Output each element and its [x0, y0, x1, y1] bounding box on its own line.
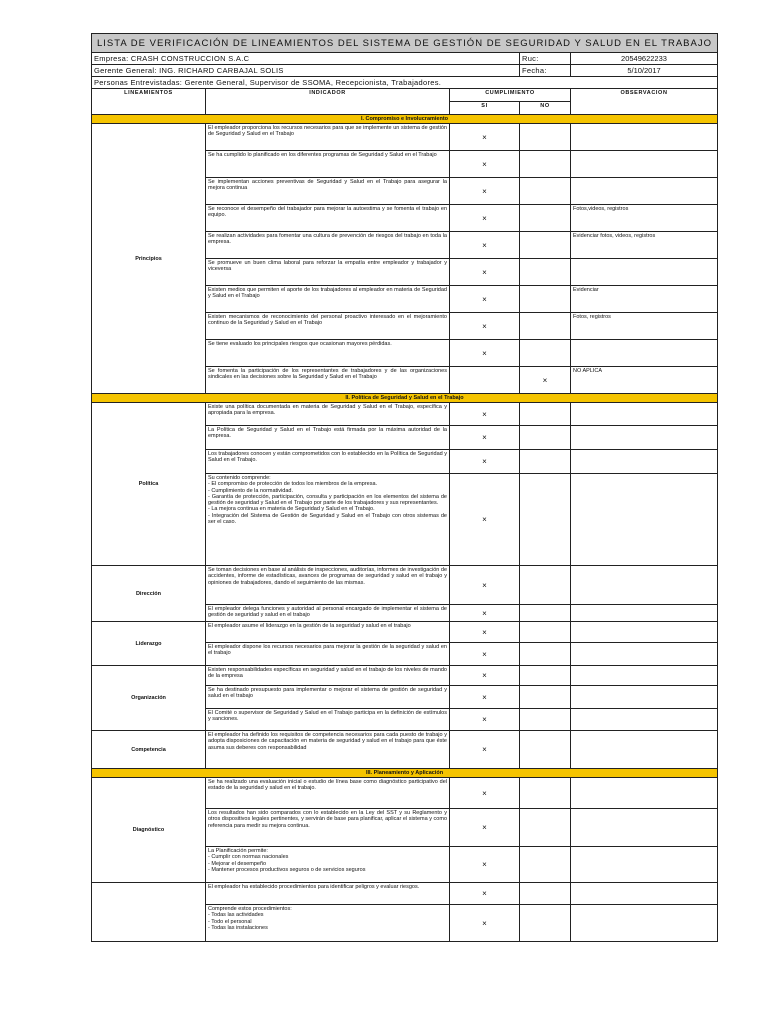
col-header-observacion: OBSERVACION [571, 89, 718, 115]
cumplimiento-si-cell[interactable] [450, 403, 520, 426]
cumplimiento-no-cell[interactable] [520, 905, 571, 942]
cumplimiento-si-cell[interactable] [450, 905, 520, 942]
lineamiento-cell: Política [92, 403, 206, 566]
lineamiento-cell: Liderazgo [92, 622, 206, 666]
lineamiento-cell: Organización [92, 666, 206, 731]
cumplimiento-no-cell[interactable] [520, 778, 571, 809]
fecha-value: 5/10/2017 [571, 65, 718, 77]
col-header-si: SI [450, 102, 520, 115]
checklist-row [92, 566, 718, 605]
col-header-lineamientos: LINEAMIENTOS [92, 89, 206, 115]
cumplimiento-si-cell[interactable] [450, 259, 520, 286]
check-mark-icon: × [482, 132, 487, 142]
col-header-indicador: INDICADOR [206, 89, 450, 115]
cumplimiento-no-cell[interactable] [520, 367, 571, 394]
check-mark-icon: × [482, 715, 487, 724]
ruc-label: Ruc: [520, 53, 571, 65]
cumplimiento-si-cell[interactable] [450, 666, 520, 686]
indicador-cell: Se promueve un buen clima laboral para reforzar la empatía entre empleador y trabajador y viceversa [206, 259, 450, 286]
observacion-cell[interactable] [571, 259, 718, 286]
cumplimiento-si-cell[interactable] [450, 232, 520, 259]
check-mark-icon: × [482, 409, 487, 419]
personas-entrevistadas: Personas Entrevistadas: Gerente General, Supervisor de SSOMA, Recepcionista, Trabajadores. [92, 77, 718, 89]
cumplimiento-no-cell[interactable] [520, 731, 571, 769]
indicador-cell: El Comité o supervisor de Seguridad y Salud en el Trabajo participa en la definición de estímulos y sanciones. [206, 709, 450, 731]
observacion-cell[interactable] [571, 666, 718, 686]
cumplimiento-si-cell[interactable] [450, 847, 520, 883]
check-mark-icon: × [482, 649, 487, 659]
col-header-no: NO [520, 102, 571, 115]
indicador-cell: Los resultados han sido comparados con lo establecido en la Ley del SST y su Reglamento y otros dispositivos legales pertinentes, y servirán de base para planificar, aplicar el sistema y como referencia para medir su mejora continua. [206, 809, 450, 847]
cumplimiento-si-cell[interactable] [450, 313, 520, 340]
lineamiento-cell: Diagnóstico [92, 778, 206, 883]
observacion-cell[interactable] [571, 709, 718, 731]
cumplimiento-no-cell[interactable] [520, 259, 571, 286]
cumplimiento-no-cell[interactable] [520, 340, 571, 367]
observacion-cell[interactable] [571, 686, 718, 709]
check-mark-icon: × [482, 788, 487, 798]
check-mark-icon: × [482, 608, 487, 618]
observacion-cell[interactable]: Evidenciar [571, 286, 718, 313]
observacion-cell[interactable] [571, 340, 718, 367]
cumplimiento-no-cell[interactable] [520, 622, 571, 643]
check-mark-icon: × [482, 240, 487, 250]
observacion-cell[interactable] [571, 778, 718, 809]
gerente-field: Gerente General: ING. RICHARD CARBAJAL SOLIS [92, 65, 520, 77]
cumplimiento-si-cell[interactable] [450, 340, 520, 367]
check-mark-icon: × [482, 889, 487, 898]
check-mark-icon: × [482, 159, 487, 169]
lineamiento-cell: Dirección [92, 566, 206, 622]
check-mark-icon: × [482, 321, 487, 331]
indicador-cell: El empleador ha establecido procedimientos para identificar peligros y evaluar riesgos. [206, 883, 450, 905]
check-mark-icon: × [482, 627, 487, 637]
section-header: III. Planeamiento y Aplicación [92, 769, 718, 778]
observacion-cell[interactable] [571, 809, 718, 847]
lineamiento-cell: Principios [92, 124, 206, 394]
checklist-sheet [91, 33, 717, 942]
fecha-label: Fecha: [520, 65, 571, 77]
cumplimiento-no-cell[interactable] [520, 232, 571, 259]
col-header-cumplimiento: CUMPLIMIENTO [450, 89, 571, 102]
cumplimiento-si-cell[interactable] [450, 566, 520, 605]
cumplimiento-si-cell[interactable] [450, 474, 520, 566]
ruc-value: 20549622233 [571, 53, 718, 65]
indicador-cell: Su contenido comprende: - El compromiso de protección de todos los miembros de la empresa. - Cumplimiento de la normatividad. - Garantía de protección, participación, consulta y participación en los elementos del sistema de gestión de seguridad y Salud en el Trabajo por parte de los trabajadores y sus representantes. - La mejora continua en materia de Seguridad y Salud en el Trabajo. - Integración del Sistema de Gestión de Seguridad y Salud en el Trabajo con otros sistemas de ser el caso. [206, 474, 450, 566]
cumplimiento-no-cell[interactable] [520, 666, 571, 686]
observacion-cell[interactable] [571, 450, 718, 474]
cumplimiento-no-cell[interactable] [520, 809, 571, 847]
document-title: LISTA DE VERIFICACIÓN DE LINEAMIENTOS DEL SISTEMA DE GESTIÓN DE SEGURIDAD Y SALUD EN EL TRABAJO [92, 34, 718, 53]
checklist-row [92, 731, 718, 769]
check-mark-icon: × [482, 213, 487, 223]
indicador-cell: El empleador proporciona los recursos necesarios para que se implemente un sistema de gestión de Seguridad y Salud en el Trabajo [206, 124, 450, 151]
indicador-cell: Se reconoce el desempeño del trabajador para mejorar la autoestima y se fomenta el trabajo en equipo. [206, 205, 450, 232]
check-mark-icon: × [482, 671, 487, 680]
indicador-cell: El empleador asume el liderazgo en la gestión de la seguridad y salud en el trabajo [206, 622, 450, 643]
check-mark-icon: × [482, 745, 487, 754]
observacion-cell[interactable] [571, 124, 718, 151]
cumplimiento-si-cell[interactable] [450, 178, 520, 205]
cumplimiento-no-cell[interactable] [520, 474, 571, 566]
check-mark-icon: × [482, 860, 487, 869]
indicador-cell: Comprende estos procedimientos: - Todas las actividades - Todo el personal - Todas las instalaciones [206, 905, 450, 942]
indicador-cell: Se toman decisiones en base al análisis de inspecciones, auditorías, informes de investigación de accidentes, informe de estadísticas, avances de programas de seguridad y salud en el trabajo y opiniones de trabajadores, dando el seguimiento de las mismas. [206, 566, 450, 605]
indicador-cell: Existen responsabilidades específicas en seguridad y salud en el trabajo de los niveles de mando de la empresa [206, 666, 450, 686]
cumplimiento-no-cell[interactable] [520, 605, 571, 622]
indicador-cell: Se ha realizado una evaluación inicial o estudio de línea base como diagnóstico participativo del estado de la seguridad y salud en el trabajo. [206, 778, 450, 809]
indicador-cell: Los trabajadores conocen y están comprometidos con lo establecido en la Política de Seguridad y Salud en el Trabajo. [206, 450, 450, 474]
check-mark-icon: × [482, 433, 487, 442]
cumplimiento-no-cell[interactable] [520, 151, 571, 178]
check-mark-icon: × [482, 823, 487, 832]
check-mark-icon: × [482, 692, 487, 702]
empresa-field: Empresa: CRASH CONSTRUCCION S.A.C [92, 53, 520, 65]
observacion-cell[interactable] [571, 847, 718, 883]
lineamiento-cell [92, 883, 206, 942]
indicador-cell: Se ha cumplido lo planificado en los diferentes programas de Seguridad y Salud en el Trabajo [206, 151, 450, 178]
cumplimiento-si-cell[interactable] [450, 643, 520, 666]
check-mark-icon: × [482, 580, 487, 590]
cumplimiento-si-cell[interactable] [450, 205, 520, 232]
observacion-cell[interactable] [571, 403, 718, 426]
indicador-cell: Se fomenta la participación de los representantes de trabajadores y de las organizaciones sindicales en las decisiones sobre la Seguridad y Salud en el Trabajo [206, 367, 450, 394]
check-mark-icon: × [482, 267, 487, 277]
observacion-cell[interactable] [571, 883, 718, 905]
observacion-cell[interactable]: Fotos, registros [571, 313, 718, 340]
cumplimiento-si-cell[interactable] [450, 778, 520, 809]
checklist-row [92, 403, 718, 426]
indicador-cell: Se ha destinado presupuesto para implementar o mejorar el sistema de gestión de seguridad y salud en el trabajo [206, 686, 450, 709]
cumplimiento-si-cell[interactable] [450, 151, 520, 178]
check-mark-icon: × [482, 294, 487, 304]
checklist-table [91, 33, 718, 942]
cumplimiento-no-cell[interactable] [520, 847, 571, 883]
check-mark-icon: × [542, 375, 548, 385]
observacion-cell[interactable]: NO APLICA [571, 367, 718, 394]
cumplimiento-no-cell[interactable] [520, 686, 571, 709]
cumplimiento-si-cell[interactable] [450, 450, 520, 474]
check-mark-icon: × [482, 918, 487, 928]
observacion-cell[interactable]: Evidenciar fotos, videos, registros [571, 232, 718, 259]
indicador-cell: El empleador delega funciones y autoridad al personal encargado de implementar el sistema de gestión de seguridad y salud en el trabajo [206, 605, 450, 622]
cumplimiento-no-cell[interactable] [520, 124, 571, 151]
observacion-cell[interactable] [571, 426, 718, 450]
indicador-cell: Existen medios que permiten el aporte de los trabajadores al empleador en materia de Seguridad y Salud en el Trabajo [206, 286, 450, 313]
observacion-cell[interactable] [571, 643, 718, 666]
cumplimiento-no-cell[interactable] [520, 403, 571, 426]
observacion-cell[interactable]: Fotos,videos, registros [571, 205, 718, 232]
observacion-cell[interactable] [571, 178, 718, 205]
cumplimiento-no-cell[interactable] [520, 709, 571, 731]
cumplimiento-si-cell[interactable] [450, 622, 520, 643]
indicador-cell: La Política de Seguridad y Salud en el Trabajo está firmada por la máxima autoridad de la empresa. [206, 426, 450, 450]
cumplimiento-no-cell[interactable] [520, 883, 571, 905]
checklist-row [92, 666, 718, 686]
cumplimiento-no-cell[interactable] [520, 313, 571, 340]
cumplimiento-si-cell[interactable] [450, 367, 520, 394]
checklist-row [92, 883, 718, 905]
observacion-cell[interactable] [571, 731, 718, 769]
observacion-cell[interactable] [571, 151, 718, 178]
cumplimiento-si-cell[interactable] [450, 709, 520, 731]
cumplimiento-no-cell[interactable] [520, 450, 571, 474]
cumplimiento-no-cell[interactable] [520, 178, 571, 205]
cumplimiento-no-cell[interactable] [520, 205, 571, 232]
cumplimiento-si-cell[interactable] [450, 605, 520, 622]
cumplimiento-no-cell[interactable] [520, 426, 571, 450]
cumplimiento-no-cell[interactable] [520, 286, 571, 313]
cumplimiento-si-cell[interactable] [450, 883, 520, 905]
indicador-cell: Se tiene evaluado los principales riesgos que ocasionan mayores pérdidas. [206, 340, 450, 367]
observacion-cell[interactable] [571, 474, 718, 566]
cumplimiento-si-cell[interactable] [450, 809, 520, 847]
observacion-cell[interactable] [571, 905, 718, 942]
checklist-row [92, 622, 718, 643]
cumplimiento-si-cell[interactable] [450, 731, 520, 769]
checklist-row [92, 778, 718, 809]
check-mark-icon: × [482, 457, 487, 466]
indicador-cell: La Planificación permite: - Cumplir con normas nacionales - Mejorar el desempeño - Mantener procesos productivos seguros o de servicios seguros [206, 847, 450, 883]
indicador-cell: Se realizan actividades para fomentar una cultura de prevención de riesgos del trabajo en toda la empresa. [206, 232, 450, 259]
observacion-cell[interactable] [571, 566, 718, 605]
cumplimiento-si-cell[interactable] [450, 124, 520, 151]
observacion-cell[interactable] [571, 622, 718, 643]
section-header: II. Política de Seguridad y Salud en el Trabajo [92, 394, 718, 403]
indicador-cell: Existe una política documentada en materia de Seguridad y Salud en el Trabajo, específica y apropiada para la empresa. [206, 403, 450, 426]
cumplimiento-no-cell[interactable] [520, 643, 571, 666]
indicador-cell: El empleador ha definido los requisitos de competencia necesarios para cada puesto de trabajo y adopta disposiciones de capacitación en materia de seguridad y salud en el trabajo para que éste asuma sus deberes con responsabilidad [206, 731, 450, 769]
indicador-cell: Existen mecanismos de reconocimiento del personal proactivo interesado en el mejoramiento continuo de la Seguridad y Salud en el Trabajo [206, 313, 450, 340]
cumplimiento-no-cell[interactable] [520, 566, 571, 605]
lineamiento-cell: Competencia [92, 731, 206, 769]
checklist-row [92, 124, 718, 151]
indicador-cell: Se implementan acciones preventivas de Seguridad y Salud en el Trabajo para asegurar la mejora continua [206, 178, 450, 205]
cumplimiento-si-cell[interactable] [450, 426, 520, 450]
section-header: I. Compromiso e Involucramiento [92, 115, 718, 124]
check-mark-icon: × [482, 348, 487, 358]
indicador-cell: El empleador dispone los recursos necesarios para mejorar la gestión de la seguridad y salud en el trabajo [206, 643, 450, 666]
check-mark-icon: × [482, 186, 487, 196]
check-mark-icon: × [482, 515, 487, 524]
cumplimiento-si-cell[interactable] [450, 686, 520, 709]
cumplimiento-si-cell[interactable] [450, 286, 520, 313]
observacion-cell[interactable] [571, 605, 718, 622]
